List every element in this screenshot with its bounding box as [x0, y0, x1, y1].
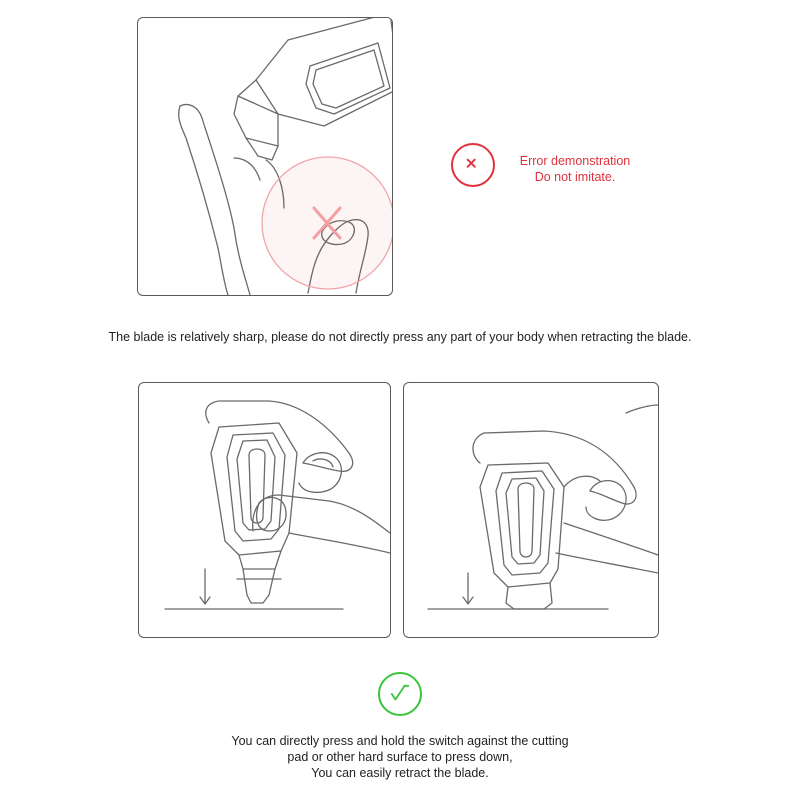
- wrong-usage-drawing: [138, 18, 392, 295]
- retracted-drawing: [404, 383, 658, 637]
- instruction-line2: pad or other hard surface to press down,: [287, 750, 513, 764]
- warning-caption: The blade is relatively sharp, please do not directly press any part of your body when retracting the blade.: [108, 330, 692, 344]
- instruction-caption: [200, 733, 600, 781]
- cross-in-circle-icon: [451, 143, 495, 187]
- illustration-wrong-usage: [137, 17, 393, 296]
- instruction-line1: You can directly press and hold the switch against the cutting: [231, 734, 569, 748]
- checkmark-in-circle-icon: [378, 672, 422, 716]
- instruction-line3: You can easily retract the blade.: [311, 766, 489, 780]
- error-note-line1: Error demonstration: [519, 154, 631, 168]
- illustration-retracted: [403, 382, 659, 638]
- illustration-press-down: [138, 382, 391, 638]
- error-note: [505, 153, 645, 185]
- error-note-line2: Do not imitate.: [534, 170, 616, 184]
- press-down-drawing: [139, 383, 390, 637]
